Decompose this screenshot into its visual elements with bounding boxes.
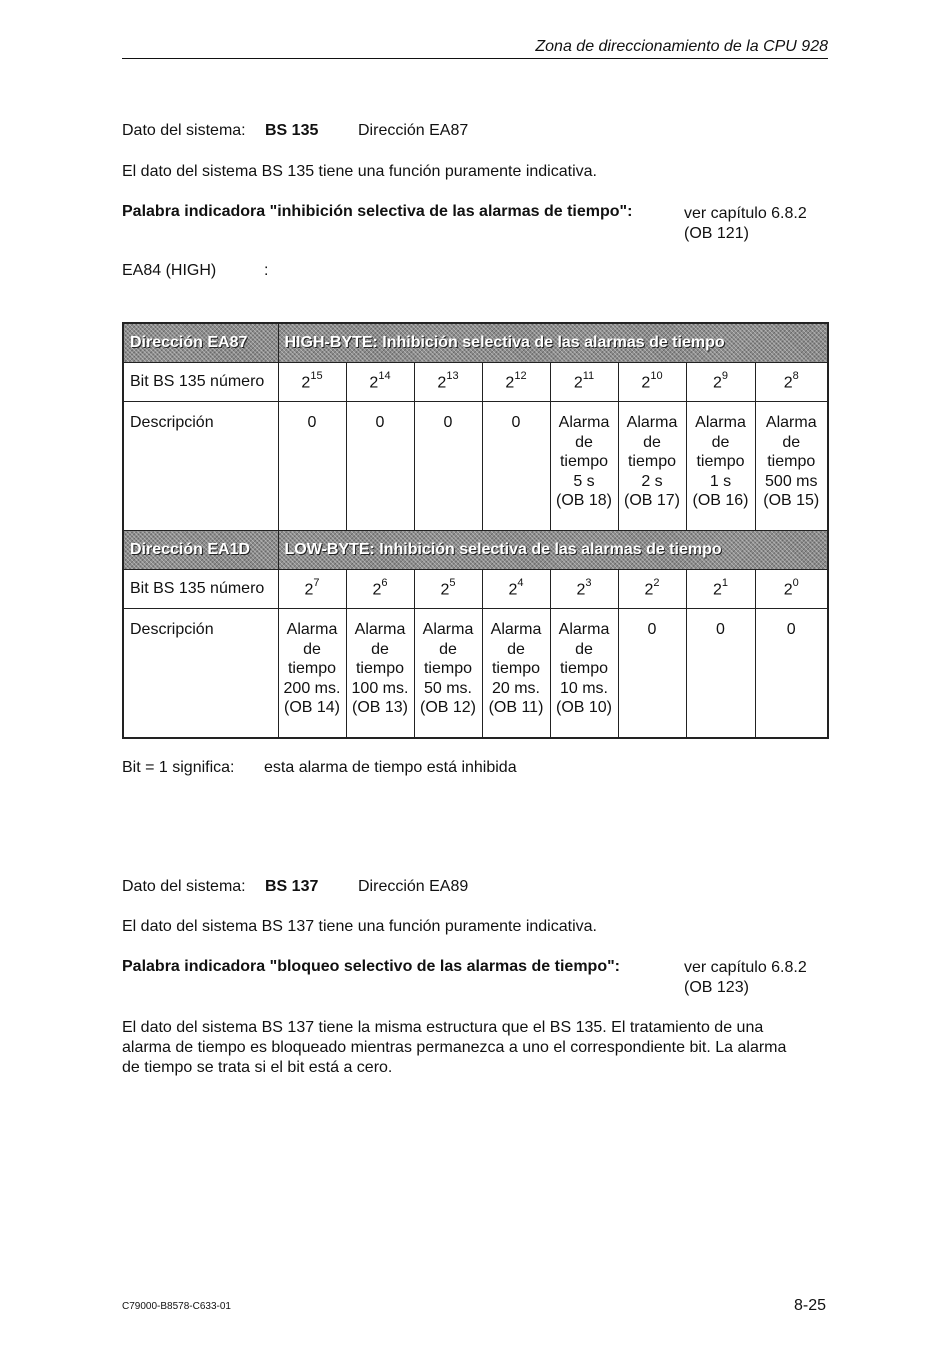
- description-line: (OB 16): [692, 492, 749, 510]
- bit-base: 2: [437, 374, 447, 392]
- description-cell: [686, 609, 755, 739]
- system-data-label: Dato del sistema:: [122, 122, 246, 139]
- description-line: de: [371, 640, 389, 658]
- description-line: 0: [786, 621, 796, 638]
- description-line: de: [303, 640, 321, 658]
- description-line: Alarma: [558, 414, 610, 431]
- description-line: (OB 12): [419, 699, 476, 717]
- ob-ref-line: (OB 123): [684, 979, 749, 996]
- bit-exponent: 13: [446, 369, 459, 382]
- document-code: C79000-B8578-C633-01: [122, 1301, 231, 1312]
- system-data-address: Dirección EA89: [358, 878, 469, 895]
- description-line: (OB 18): [555, 492, 612, 510]
- description-line: Alarma: [422, 621, 474, 638]
- description-line: tiempo: [767, 453, 816, 471]
- bit-base: 2: [573, 374, 583, 392]
- bit-value-cell: [346, 363, 414, 402]
- running-header: Zona de direccionamiento de la CPU 928: [535, 38, 828, 55]
- chapter-reference: [684, 204, 807, 244]
- description-line: de: [507, 640, 525, 658]
- description-line: 5 s: [573, 472, 595, 490]
- description-line: (OB 15): [763, 492, 820, 510]
- description-cell: [414, 402, 482, 531]
- description-line: (OB 17): [623, 492, 680, 510]
- description-line: tiempo: [423, 660, 473, 678]
- description-cell: [482, 609, 550, 739]
- high-byte-title: HIGH-BYTE: Inhibición selectiva de las alarmas de tiempo: [278, 323, 828, 363]
- bit-exponent: 8: [792, 369, 799, 382]
- info-text: El dato del sistema BS 137 tiene una función puramente indicativa.: [122, 918, 597, 935]
- description-line: 0: [443, 414, 453, 431]
- bit-value-cell: [686, 570, 755, 609]
- bit-value-cell: [414, 363, 482, 402]
- system-data-line-bs135: [122, 122, 469, 140]
- bit-exponent: 11: [582, 369, 595, 382]
- system-data-line-bs137: [122, 878, 469, 896]
- description-line: 0: [511, 414, 521, 431]
- bit-meaning-label: Bit = 1 significa:: [122, 759, 235, 776]
- paragraph-line: de tiempo se trata si el bit está a cero.: [122, 1059, 393, 1076]
- bit-value-cell: [346, 570, 414, 609]
- description-line: de: [439, 640, 457, 658]
- bit-exponent: 4: [517, 576, 524, 589]
- bit-base: 2: [304, 581, 314, 599]
- bit-base: 2: [712, 374, 722, 392]
- bit-exponent: 2: [653, 576, 660, 589]
- description-line: 50 ms.: [423, 679, 472, 697]
- ob-ref-line: (OB 121): [684, 225, 749, 242]
- description-line: 200 ms.: [283, 679, 341, 697]
- description-line: de: [643, 433, 661, 451]
- bit-value-cell: [755, 570, 828, 609]
- bit-base: 2: [301, 374, 311, 392]
- description-cell: [618, 609, 686, 739]
- description-line: 0: [375, 414, 385, 431]
- bit-base: 2: [505, 374, 515, 392]
- description-line: 500 ms: [765, 472, 818, 490]
- bit-exponent: 12: [514, 369, 527, 382]
- description-line: Alarma: [354, 621, 406, 638]
- description-cell: [618, 402, 686, 531]
- bit-value-cell: [550, 363, 618, 402]
- system-data-code: BS 135: [265, 122, 319, 139]
- bit-base: 2: [508, 581, 518, 599]
- description-line: (OB 14): [283, 699, 340, 717]
- bit-base: 2: [369, 374, 379, 392]
- bit-number-label: Bit BS 135 número: [123, 570, 278, 609]
- paragraph-line: alarma de tiempo es bloqueado mientras permanezca a uno el correspondiente bit. La alarma: [122, 1039, 787, 1056]
- bit-base: 2: [644, 581, 654, 599]
- description-line: 1 s: [709, 472, 732, 490]
- description-line: tiempo: [491, 660, 541, 678]
- bit-meaning-text: esta alarma de tiempo está inhibida: [264, 759, 517, 776]
- description-cell: [550, 402, 618, 531]
- description-line: de: [575, 433, 593, 451]
- description-line: (OB 11): [488, 699, 544, 717]
- paragraph-line: El dato del sistema BS 137 tiene la misma estructura que el BS 135. El tratamiento de una: [122, 1019, 764, 1036]
- description-line: tiempo: [559, 453, 609, 471]
- indicator-word-title: Palabra indicadora "bloqueo selectivo de las alarmas de tiempo":: [122, 958, 620, 975]
- description-line: Alarma: [490, 621, 542, 638]
- description-line: tiempo: [287, 660, 337, 678]
- chapter-reference: [684, 958, 807, 998]
- description-line: Alarma: [286, 621, 338, 638]
- description-cell: [278, 402, 346, 531]
- structure-paragraph: [122, 1018, 786, 1078]
- bit-table: [122, 322, 829, 739]
- low-byte-title: LOW-BYTE: Inhibición selectiva de las alarmas de tiempo: [278, 531, 828, 570]
- description-line: tiempo: [627, 453, 677, 471]
- description-line: 100 ms.: [351, 679, 409, 697]
- bit-value-cell: [618, 363, 686, 402]
- bit-base: 2: [783, 374, 793, 392]
- bit-number-label: Bit BS 135 número: [123, 363, 278, 402]
- description-line: (OB 13): [351, 699, 408, 717]
- description-line: tiempo: [696, 453, 745, 471]
- low-byte-address: Dirección EA1D: [123, 531, 278, 570]
- description-line: tiempo: [559, 660, 609, 678]
- bit-exponent: 6: [381, 576, 388, 589]
- bit-value-cell: [686, 363, 755, 402]
- bit-value-cell: [482, 570, 550, 609]
- description-cell: [482, 402, 550, 531]
- bit-base: 2: [641, 374, 651, 392]
- description-line: Alarma: [695, 414, 746, 431]
- bit-exponent: 3: [585, 576, 592, 589]
- description-line: 10 ms.: [559, 679, 608, 697]
- description-cell: [686, 402, 755, 531]
- description-cell: [755, 402, 828, 531]
- info-text: El dato del sistema BS 135 tiene una función puramente indicativa.: [122, 163, 597, 180]
- ea84-label: EA84 (HIGH): [122, 262, 217, 279]
- description-line: 0: [307, 414, 317, 431]
- page-number: 8-25: [793, 1297, 826, 1314]
- description-cell: [755, 609, 828, 739]
- bit-exponent: 15: [310, 369, 323, 382]
- description-cell: [278, 609, 346, 739]
- description-cell: [346, 609, 414, 739]
- bit-value-cell: [755, 363, 828, 402]
- description-line: de: [711, 433, 730, 451]
- description-line: tiempo: [355, 660, 405, 678]
- description-line: Alarma: [626, 414, 678, 431]
- system-data-label: Dato del sistema:: [122, 878, 246, 895]
- chapter-ref-line: ver capítulo 6.8.2: [684, 205, 807, 222]
- bit-exponent: 10: [650, 369, 663, 382]
- bit-exponent: 0: [792, 576, 799, 589]
- bit-base: 2: [712, 581, 722, 599]
- description-label: Descripción: [123, 609, 278, 739]
- indicator-word-title: Palabra indicadora "inhibición selectiva de las alarmas de tiempo":: [122, 203, 633, 220]
- bit-exponent: 9: [721, 369, 729, 382]
- bit-exponent: 5: [449, 576, 456, 589]
- description-line: 0: [716, 621, 725, 638]
- bit-base: 2: [783, 581, 793, 599]
- description-line: 0: [647, 621, 657, 638]
- high-byte-address: Dirección EA87: [123, 323, 278, 363]
- bit-value-cell: [482, 363, 550, 402]
- bit-value-cell: [414, 570, 482, 609]
- bit-base: 2: [440, 581, 450, 599]
- chapter-ref-line: ver capítulo 6.8.2: [684, 959, 807, 976]
- system-data-address: Dirección EA87: [358, 122, 469, 139]
- bit-value-cell: [618, 570, 686, 609]
- system-data-code: BS 137: [265, 878, 319, 895]
- description-line: (OB 10): [555, 699, 612, 717]
- bit-value-cell: [278, 363, 346, 402]
- header-rule: [122, 58, 828, 59]
- ea84-colon: :: [264, 262, 269, 279]
- bit-base: 2: [372, 581, 382, 599]
- description-line: 20 ms.: [491, 679, 540, 697]
- description-cell: [414, 609, 482, 739]
- description-cell: [346, 402, 414, 531]
- bit-exponent: 7: [313, 576, 320, 589]
- bit-meaning-line: [122, 759, 517, 777]
- description-line: de: [575, 640, 593, 658]
- description-line: Alarma: [765, 414, 817, 431]
- ea84-line: [122, 262, 269, 280]
- bit-value-cell: [278, 570, 346, 609]
- bit-base: 2: [576, 581, 586, 599]
- description-line: 2 s: [641, 472, 663, 490]
- description-line: Alarma: [558, 621, 610, 638]
- description-line: de: [782, 433, 801, 451]
- bit-exponent: 14: [378, 369, 391, 382]
- bit-exponent: 1: [721, 576, 729, 589]
- description-label: Descripción: [123, 402, 278, 531]
- description-cell: [550, 609, 618, 739]
- bit-value-cell: [550, 570, 618, 609]
